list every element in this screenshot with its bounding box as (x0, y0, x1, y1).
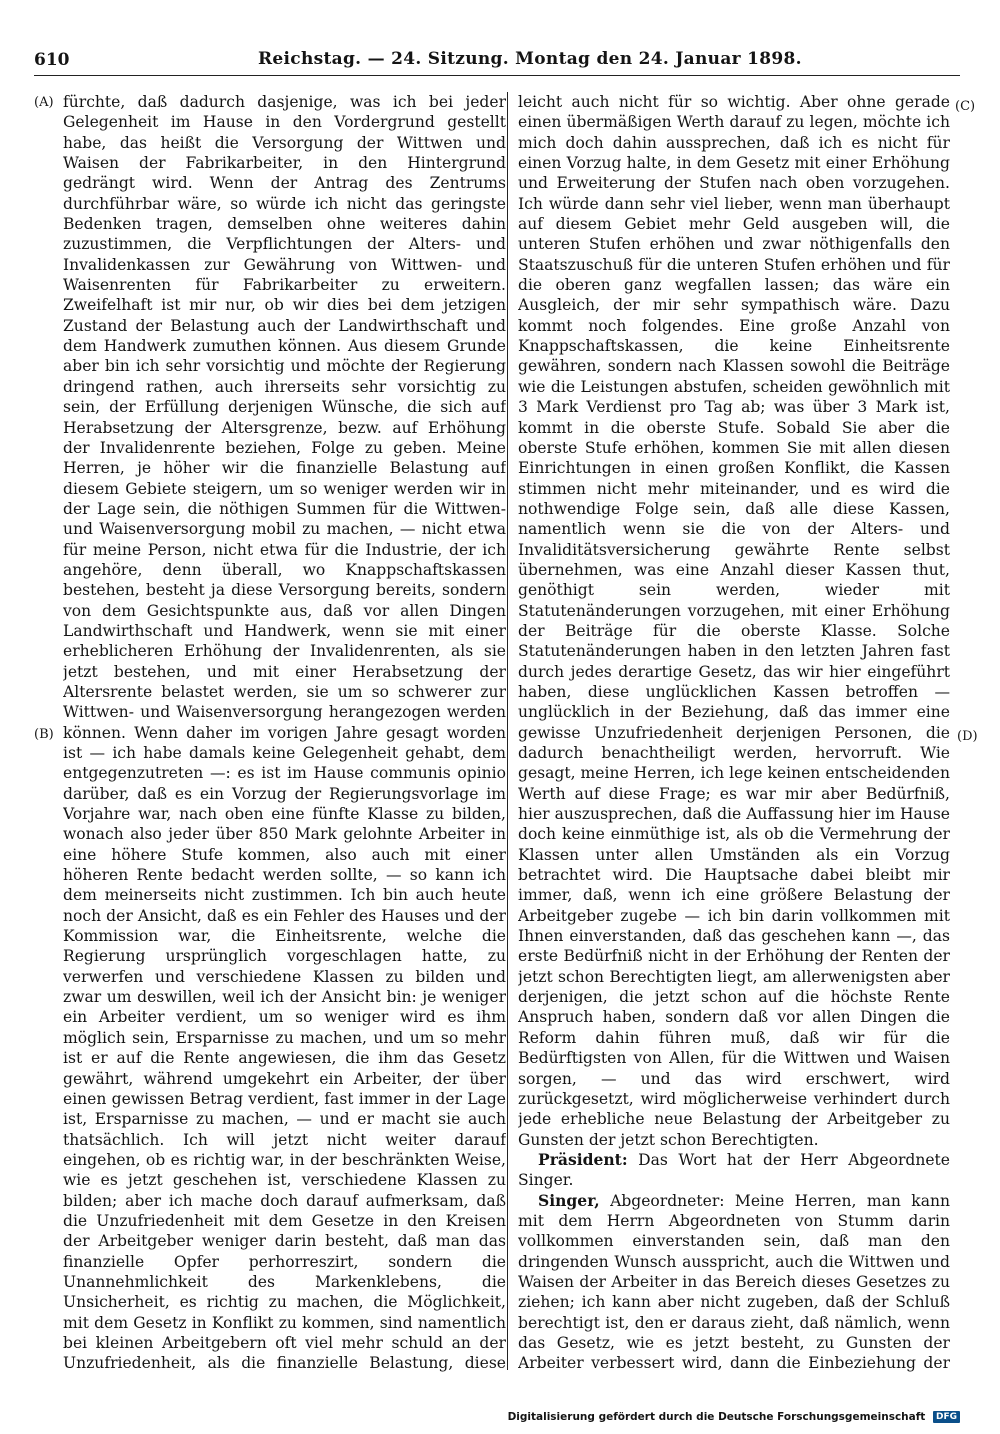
left-column (63, 92, 506, 1372)
dfg-logo: DFG (933, 1411, 960, 1423)
margin-marker-d: (D) (957, 729, 978, 744)
header-divider (34, 75, 960, 76)
singer-paragraph (518, 1191, 950, 1372)
footer-credit: Digitalisierung gefördert durch die Deutsche Forschungsgemeinschaft (507, 1411, 926, 1423)
running-head: Reichstag. — 24. Sitzung. Montag den 24. Januar 1898. (258, 49, 802, 69)
margin-marker-c: (C) (955, 99, 976, 114)
page-number: 610 (34, 50, 70, 70)
singer-text: Abgeordneter: Meine Herren, man kann mit dem Herrn Abgeordneten von Stumm darin vollkommen einverstanden sein, daß man den dringenden Wunsch ausspricht, auch die Wittwen und Waisen der Arbeiter in das Bereich dieses Gesetzes zu ziehen; ich kann aber nicht zugeben, daß der Schluß berechtigt ist, den er daraus zieht, daß nämlich, wenn das Gesetz, wie es jetzt besteht, zu Gunsten der Arbeiter verbessert wird, dann die Einbeziehung der (518, 1191, 950, 1372)
speaker-name-singer: Singer, (538, 1190, 600, 1210)
president-paragraph (518, 1150, 950, 1191)
right-column (518, 92, 950, 1372)
president-text: Das Wort hat der Herr Abgeordnete Singer. (518, 1150, 950, 1190)
margin-marker-a: (A) (34, 95, 54, 110)
digitization-footer (508, 1411, 960, 1423)
right-paragraph-continuation: leicht auch nicht für so wichtig. Aber ohne gerade einen übermäßigen Werth darauf zu legen, möchte ich mich doch dahin aussprechen, daß ich es nicht für einen Vorzug halte, in dem Gesetz mit einer Erhöhung und Erweiterung der Stufen nach oben vorzugehen. Ich würde dann sehr viel lieber, wenn man überhaupt auf diesem Gebiet mehr Geld ausgeben will, die unteren Stufen erhöhen und zwar nöthigenfalls den Staatszuschuß für die unteren Stufen erhöhen und für die oberen ganz wegfallen lassen; das wäre ein Ausgleich, der mir sehr sympathisch wäre. Dazu kommt noch folgendes. Eine große Anzahl von Knappschaftskassen, die keine Einheitsrente gewähren, sondern nach Klassen sowohl die Beiträge wie die Leistungen abstufen, scheiden gewöhnlich mit 3 Mark Verdienst pro Tag ab; was über 3 Mark ist, kommt in die oberste Stufe. Sobald Sie aber die oberste Stufe erhöhen, kommen Sie mit allen diesen Einrichtungen in einen großen Konflikt, die Kassen stimmen nicht mehr miteinander, und es wird die nothwendige Folge sein, daß alle diese Kassen, namentlich wenn sie die von der Alters- und Invaliditätsversicherung gewährte Rente selbst übernehmen, was eine Anzahl dieser Kassen thut, genöthigt sein werden, wieder mit Statutenänderungen vorzugehen, mit einer Erhöhung der Beiträge für die oberste Klasse. Solche Statutenänderungen haben in den letzten Jahren fast durch jedes derartige Gesetz, das wir hier eingeführt haben, diese unglücklichen Kassen betroffen — unglücklich in der Beziehung, daß das immer eine gewisse Unzufriedenheit derjenigen Personen, die dadurch benachtheiligt werden, hervorruft. Wie gesagt, meine Herren, ich lege keinen entscheidenden Werth auf diese Frage; es war mir aber Bedürfniß, hier auszusprechen, daß die Auffassung hier im Hause doch keine einmüthige ist, als ob die Vermehrung der Klassen unter allen Umständen als ein Vorzug betrachtet wird. Die Hauptsache dabei bleibt mir immer, daß, wenn ich eine größere Belastung der Arbeitgeber zugebe — ich bin darin vollkommen mit Ihnen einverstanden, daß das geschehen kann —, das erste Bedürfniß nicht in der Erhöhung der Renten der jetzt schon Berechtigten liegt, am allerwenigsten aber derjenigen, die jetzt schon auf die höchste Rente Anspruch haben, sondern daß vor allen Dingen die Reform dahin führen muß, daß wir für die Bedürftigsten von Allen, für die Wittwen und Waisen sorgen, — und das wird erschwert, wird zurückgesetzt, wird möglicherweise verhindert durch jede erhebliche neue Belastung der Arbeitgeber zu Gunsten der jetzt schon Berechtigten. (518, 93, 950, 1149)
speaker-name-president: Präsident: (538, 1149, 628, 1169)
margin-marker-b: (B) (34, 727, 54, 742)
left-paragraph: fürchte, daß dadurch dasjenige, was ich bei jeder Gelegenheit im Hause in den Vordergrund gestellt habe, das heißt die Versorgung der Wittwen und Waisen der Fabrikarbeiter, in den Hintergrund gedrängt wird. Wenn der Antrag des Zentrums durchführbar wäre, so würde ich nicht das geringste Bedenken tragen, demselben ohne weiteres dahin zuzustimmen, die Verpflichtungen der Alters- und Invalidenkassen zur Gewährung von Wittwen- und Waisenrenten für Fabrikarbeiter zu erweitern. Zweifelhaft ist mir nur, ob wir dies bei dem jetzigen Zustand der Belastung auch der Landwirthschaft und dem Handwerk zumuthen können. Aus diesem Grunde aber bin ich sehr vorsichtig und möchte der Regierung dringend rathen, auch ihrerseits sehr vorsichtig zu sein, der Erfüllung derjenigen Wünsche, die sich auf Herabsetzung der Altersgrenze, bezw. auf Erhöhung der Invalidenrente beziehen, Folge zu geben. Meine Herren, je höher wir die finanzielle Belastung auf diesem Gebiete steigern, um so weniger werden wir in der Lage sein, die nöthigen Summen für die Wittwen- und Waisenversorgung mobil zu machen, — nicht etwa für meine Person, nicht etwa für die Industrie, der ich angehöre, denn überall, wo Knappschaftskassen bestehen, besteht ja diese Versorgung bereits, sondern von dem Gesichtspunkte aus, daß vor allen Dingen Landwirthschaft und Handwerk, wenn sie mit einer erheblicheren Erhöhung der Invalidenrenten, als sie jetzt bestehen, und mit einer Herabsetzung der Altersrente belastet werden, sie um so schwerer zur Wittwen- und Waisenversorgung herangezogen werden können. Wenn daher im vorigen Jahre gesagt worden ist — ich habe damals keine Gelegenheit gehabt, dem entgegenzutreten —: es ist im Hause communis opinio darüber, daß es ein Vorzug der Regierungsvorlage im Vorjahre war, nach oben eine fünfte Klasse zu bilden, wonach also jeder über 850 Mark gelohnte Arbeiter in eine höhere Stufe kommen, also auch mit einer höheren Rente bedacht werden sollte, — so kann ich dem meinerseits nicht zustimmen. Ich bin auch heute noch der Ansicht, daß es ein Fehler des Hauses und der Kommission war, die Einheitsrente, welche die Regierung ursprünglich vorgeschlagen hatte, zu verwerfen und verschiedene Klassen zu bilden und zwar um deswillen, weil ich der Ansicht bin: je weniger ein Arbeiter verdient, um so weniger wird es ihm möglich sein, Ersparnisse zu machen, und um so mehr ist er auf die Rente angewiesen, die ihm das Gesetz gewährt, während umgekehrt ein Arbeiter, der über einen gewissen Betrag verdient, fast immer in der Lage ist, Ersparnisse zu machen, — und er macht sie auch thatsächlich. Ich will jetzt nicht weiter darauf eingehen, ob es richtig war, in der beschränkten Weise, wie es jetzt geschehen ist, verschiedene Klassen zu bilden; aber ich mache doch darauf aufmerksam, daß die Unzufriedenheit mit dem Gesetze in den Kreisen der Arbeitgeber weniger darin besteht, daß man das finanzielle Opfer perhorreszirt, sondern die Unannehmlichkeit des Markenklebens, die Unsicherheit, es richtig zu machen, die Möglichkeit, mit dem Gesetz in Konflikt zu kommen, sind namentlich bei kleinen Arbeitgebern oft viel mehr schuld an der Unzufriedenheit, als die finanzielle Belastung, diese (63, 93, 506, 1372)
column-divider (507, 92, 508, 1370)
